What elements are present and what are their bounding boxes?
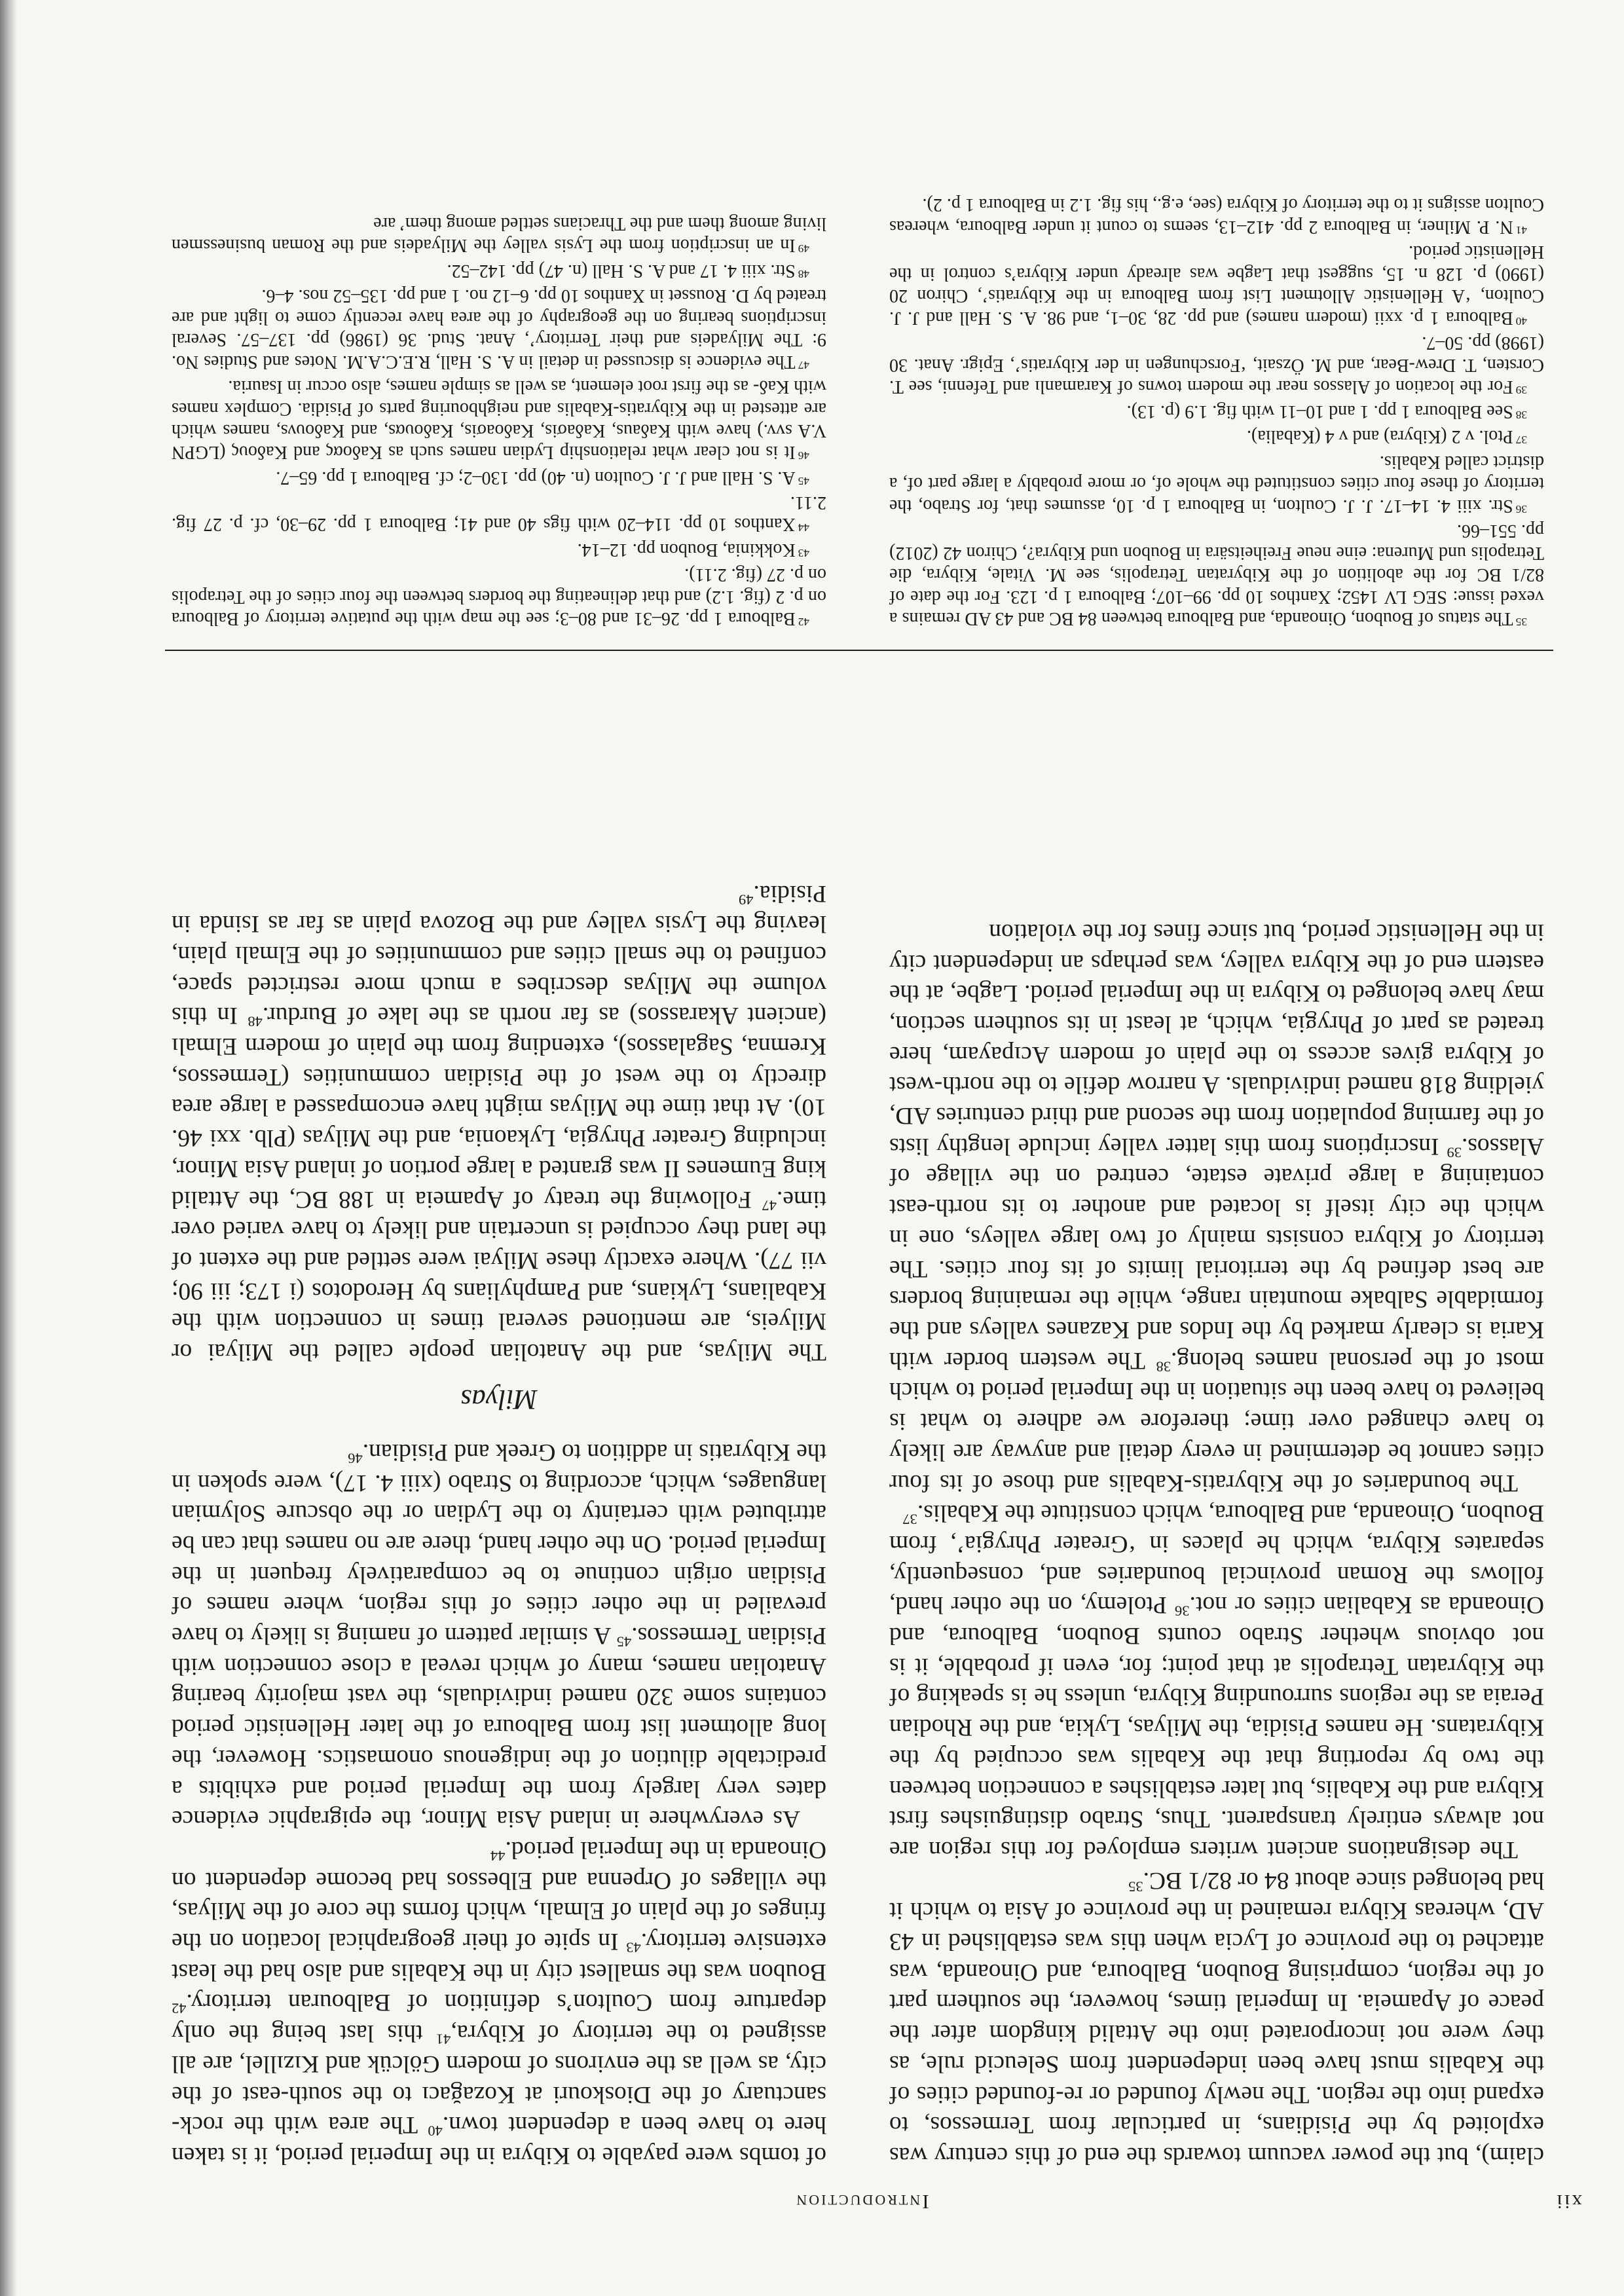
footnote-number: 38: [1515, 409, 1527, 422]
footnote-number: 35: [1515, 616, 1527, 628]
footnote: [172, 492, 826, 539]
footnote-text: See Balboura 1 pp. 1 and 10–11 with fig. 1.9 (p. 13).: [1126, 401, 1513, 422]
body-paragraph: The boundaries of the Kibyratis-Kabalis and those of its four cities cannot be determined in every detail and anyway are likely to have changed over time; therefore we adhere to what is believed to have been the situation in the Imperial period to which most of the personal names belong.$^{38}$ The western border with Karia is clearly marked by the Indos and Kazanes valleys and the formidable Salbake mountain range, while the remaining borders are best defined by the territorial limits of its four cities. The territory of Kibyra consists mainly of two large valleys, one in which the city itself is located and another to its north-east containing a large private estate, centred on the village of Alassos.$^{39}$ Inscriptions from this latter valley include lengthy lists of the farming population from the second and third centuries AD, yielding 818 named individuals. A narrow defile to the north-west of Kibyra gives access to the plain of modern Acıpayam, here treated as part of Phrygia, which, at least in its southern section, may have belonged to Kibyra in the Imperial period. Lagbe, at the eastern end of the Kibyra valley, was perhaps an independent city in the Hellenistic period, but since fines for the violation: [889, 918, 1544, 1496]
footnote-text: N. P. Milner, in Balboura 2 pp. 412–13, seems to count it under Balboura, whereas Coulton assigns it to the territory of Kibyra (see, e.g., his fig. 1.2 in Balboura 1 p. 2).: [889, 194, 1544, 237]
footnote-number: 40: [1515, 314, 1527, 327]
footnote: [889, 520, 1544, 633]
footnote: [172, 213, 826, 260]
footnote: [172, 285, 826, 376]
footnote-separator-rule: [165, 650, 1553, 651]
footnote-text: It is not clear what relationship Lydian names such as Kaδοας and Kaδους (LGPN V.A svv.) have with Kaδaus, Kaδaσis, Kaδoaσis, Kaδoυαs, and Kaδoυνs, names which are attested in the Kibyratis-Kabalis and neighbouring parts of Pisidia. Complex names with Kaδ- as the first root element, as well as simple names, also occur in Isauria.: [172, 377, 826, 463]
running-head: [141, 2187, 1582, 2213]
footnote: [172, 564, 826, 633]
footnote-text: Kokkinia, Boubon pp. 12–14.: [577, 539, 796, 560]
footnote-number: 41: [1515, 223, 1527, 236]
footnote-number: 39: [1515, 383, 1527, 396]
footnote-number: 45: [798, 474, 809, 487]
footnote-text: For the location of Alassos near the modern towns of Karamanlı and Tefenni, see T. Corsten, T. Drew-Bear, and M. Özsait, ‘Forschungen in der Kibyratis’, Epigr. Anat. 30 (1998) pp. 50–7.: [889, 333, 1544, 398]
footnote-text: Xanthos 10 pp. 114–20 with figs 40 and 41; Balboura 1 pp. 29–30, cf. p. 27 fig. 2.11.: [172, 492, 826, 535]
footnote-number: 36: [1515, 502, 1527, 515]
footnotes-column-right: [172, 213, 826, 633]
footnote-number: 47: [798, 358, 809, 371]
running-head-title: Introduction: [794, 2191, 929, 2213]
book-binding-shadow: [0, 0, 17, 2296]
text-column-right: [172, 878, 826, 2170]
section-heading: Milyas: [460, 1384, 538, 1415]
footnote: [172, 259, 826, 284]
footnote-number: 42: [798, 616, 809, 628]
footnote-number: 48: [798, 267, 809, 280]
footnote: [889, 332, 1544, 401]
body-paragraph: The Milyas, and the Anatolian people called the Milyai or Milyeis, are mentioned several times in connection with the Kabalians, Lykians, and Pamphylians by Herodotos (i 173; iii 90; vii 77). Where exactly these Milyai were settled and the extent of the land they occupied is uncertain and likely to have varied over time.$^{47}$ Following the treaty of Apameia in 188 BC, the Attalid king Eumenes II was granted a large portion of inland Asia Minor, including Greater Phrygia, Lykaonia, and the Milyas (Plb. xxi 46. 10). At that time the Milyas might have encompassed a large area directly to the west of the Pisidian communities (Termessos, Kremna, Sagalassos), extending from the plain of modern Elmalı (ancient Akarassos) as far north as the lake of Burdur.$^{48}$ In this volume the Milyas describes a much more restricted space, confined to the small cities and communities of the Elmalı plain, leaving the Lysis valley and the Bozova plain as far as Isinda in Pisidia.$^{49}$: [171, 880, 826, 1366]
page-number: xii: [1555, 2191, 1582, 2213]
footnote: [889, 426, 1544, 451]
footnote-text: Ptol. v 2 (Kibyra) and v 4 (Kabalia).: [1246, 426, 1513, 447]
footnote: [889, 401, 1544, 426]
footnote-text: The evidence is discussed in detail in A. S. Hall, R.E.C.A.M. Notes and Studies No. 9: The Milyadeis and their Territory’, Anat. Stud. 36 (1986) pp. 137–57. Several inscriptions bearing on the geography of the area have recently come to light and are treated by D. Rousset in Xanthos 10 pp. 6–12 no. 1 and pp. 135–52 nos. 4–6.: [172, 286, 826, 372]
footnote: [889, 194, 1544, 241]
footnote-text: Str. xiii 4. 14–17. J. J. Coulton, in Balboura 1 p. 10, assumes that, for Strabo, the territory of these four cities constituted the whole of, or more probably a large part of, a district called Kabalis.: [889, 451, 1544, 516]
footnote-number: 44: [798, 521, 809, 534]
body-paragraph: The designations ancient writers employed for this region are not always entirely transparent. Thus, Strabo distinguishes first Kibyra and the Kabalis, but later establishes a connection between the two by reporting that the Kabalis was occupied by the Kibyratans. He names Pisidia, the Milyas, Lykia, and the Rhodian Peraia as the regions surrounding Kibyra, unless he is speaking of the Kibyratan Tetrapolis at that point; for, even if probable, it is not obvious whether Strabo counts Boubon, Balboura, and Oinoanda as Kabalian cities or not.$^{36}$ Ptolemy, on the other hand, follows the Roman provincial boundaries and, consequently, separates Kibyra, which he places in ‘Greater Phrygia’, from Boubon, Oinoanda, and Balboura, which constitute the Kabalis.$^{37}$: [889, 1500, 1544, 1863]
footnote-text: Balboura 1 pp. 26–31 and 80–3; see the map with the putative territory of Balboura on p. 2 (fig. 1.2) and that delineating the borders between the four cities of the Tetrapolis on p. 27 (fig. 2.11).: [172, 565, 826, 629]
footnote: [889, 241, 1544, 332]
footnote-text: A. S. Hall and J. J. Coulton (n. 40) pp. 130–2; cf. Balboura 1 pp. 65–7.: [276, 467, 796, 488]
text-column-left: [889, 916, 1544, 2170]
footnotes-column-left: [889, 194, 1544, 633]
footnote-number: 49: [798, 242, 809, 255]
footnote: [172, 538, 826, 563]
footnote: [172, 466, 826, 491]
body-paragraph: of tombs were payable to Kibyra in the Imperial period, it is taken here to have been a dependent town.$^{40}$ The area with the rock-sanctuary of the Dioskouri at Kozağacı to the south-east of the city, as well as the environs of modern Gölcük and Kızıllel, are all assigned to the territory of Kibyra,$^{41}$ this last being the only departure from Coulton’s definition of Balbouran territory.$^{42}$ Boubon was the smallest city in the Kabalis and also had the least extensive territory.$^{43}$ In spite of their geographical location on the fringes of the plain of Elmalı, which forms the core of the Milyas, the villages of Orpenna and Elbessos had become dependent on Oinoanda in the Imperial period.$^{44}$: [171, 1836, 826, 2169]
footnote-number: 46: [798, 449, 809, 462]
footnote-number: 43: [798, 546, 809, 559]
footnote-text: Balboura 1 p. xxii (modern names) and pp. 28, 30–1, and 98. A. S. Hall and J. J. Coulton, ‘A Hellenistic Allotment List from Balboura in the Kibyratis’, Chiron 20 (1990) p. 128 n. 15, suggest that Lagbe was already under Kibyra’s control in the Hellenistic period.: [889, 242, 1544, 328]
footnote: [172, 376, 826, 467]
body-paragraph: As everywhere in inland Asia Minor, the epigraphic evidence dates very largely from the Imperial period and exhibits a predictable dilution of the indigenous onomastics. However, the long allotment list from Balboura of the later Hellenistic period contains some 320 named individuals, the vast majority bearing Anatolian names, many of which reveal a close connection with Pisidian Termessos.$^{45}$ A similar pattern of naming is likely to have prevailed in the other cities of this region, where names of Pisidian origin continue to be comparatively frequent in the Imperial period. On the other hand, there are no names that can be attributed with certainty to the Lydian or the obscure Solymian languages, which, according to Strabo (xiii 4. 17), were spoken in the Kibyratis in addition to Greek and Pisidian.$^{46}$: [171, 1438, 826, 1833]
footnote: [889, 451, 1544, 519]
footnote-number: 37: [1515, 434, 1527, 447]
body-paragraph: claim), but the power vacuum towards the end of this century was exploited by the Pisidians, in particular from Termessos, to expand into the region. The newly founded or re-founded cities of the Kabalis must have been independent from Seleucid rule, as they were not incorporated into the Attalid kingdom after the peace of Apameia. In Imperial times, however, the southern part of the region, comprising Boubon, Balboura, and Oinoanda, was attached to the province of Lycia when this was established in 43 AD, whereas Kibyra remained in the province of Asia to which it had belonged since about 84 or 82/1 BC.$^{35}$: [889, 1866, 1544, 2169]
footnote-text: In an inscription from the Lysis valley the Milyadeis and the Roman businessmen living among them and the Thracians settled among them’ are: [172, 213, 826, 256]
footnote-text: Str. xiii 4. 17 and A. S. Hall (n. 47) pp. 142–52.: [447, 260, 796, 281]
footnote-text: The status of Boubon, Oinoanda, and Balboura between 84 BC and 43 AD remains a vexed issue: SEG LV 1452; Xanthos 10 pp. 99–107; Balboura 1 p. 123. For the date of 82/1 BC for the abolition of the Kibyratan Tetrapolis, see M. Vitale, Kibyra, die Tetrapolis und Murena: eine neue Freiheitsära in Boubon und Kibyra?, Chiron 42 (2012) pp. 551–66.: [889, 521, 1544, 629]
